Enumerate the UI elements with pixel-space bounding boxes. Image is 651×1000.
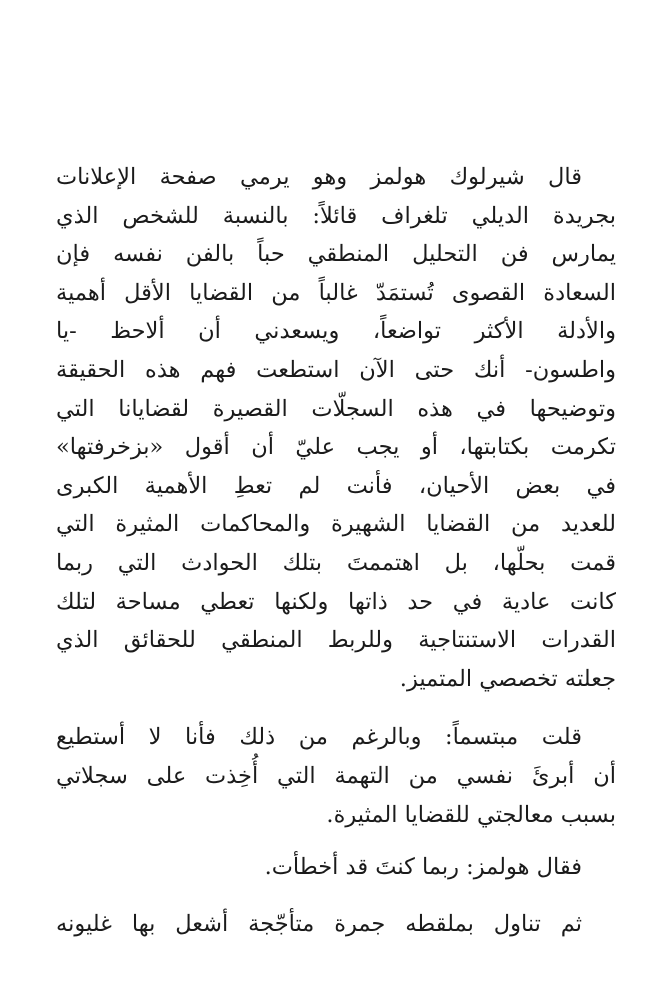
text-line: القدرات الاستنتاجية وللربط المنطقي للحقائق الذي: [56, 627, 616, 654]
paragraph-pipe: [56, 905, 616, 944]
text-line: بسبب معالجتي للقضايا المثيرة.: [326, 801, 616, 828]
text-line: جعلته تخصصي المتميز.: [399, 665, 616, 692]
text-line: تكرمت بكتابتها، أو يجب عليّ أن أقول «بزخرفتها»: [56, 434, 616, 461]
paragraph-holmes-speech: [56, 158, 616, 698]
text-line: قال شيرلوك هولمز وهو يرمي صفحة الإعلانات: [56, 164, 582, 190]
text-line: وتوضيحها في هذه السجلّات القصيرة لقضايانا التي: [56, 395, 616, 422]
text-line: في بعض الأحيان، فأنت لم تعطِ الأهمية الكبرى: [56, 472, 616, 499]
text-line: للعديد من القضايا الشهيرة والمحاكمات المثيرة التي: [56, 511, 616, 538]
text-line: قمت بحلّها، بل اهتممتَ بتلك الحوادث التي ربما: [56, 549, 616, 576]
text-line: أن أبرئَ نفسي من التهمة التي أُخِذت على سجلاتي: [56, 762, 616, 789]
text-line: ثم تناول بملقطه جمرة متأجّجة أشعل بها غليونه: [56, 910, 582, 937]
text-line: بجريدة الديلي تلغراف قائلاً: بالنسبة للشخص الذي: [56, 202, 616, 229]
paragraph-holmes-answer: [56, 848, 616, 887]
paragraph-watson-reply: [56, 718, 616, 834]
text-line: والأدلة الأكثر تواضعاً، ويسعدني أن ألاحظ -يا: [56, 318, 616, 345]
book-page: [56, 158, 616, 943]
text-line: قلت مبتسماً: وبالرغم من ذلك فأنا لا أستطيع: [56, 724, 582, 751]
text-line: واطسون- أنك حتى الآن استطعت فهم هذه الحقيقة: [56, 356, 616, 383]
text-line: فقال هولمز: ربما كنتَ قد أخطأت.: [264, 854, 582, 881]
text-line: السعادة القصوى تُستمَدّ غالباً من القضايا الأقل أهمية: [56, 279, 616, 306]
text-line: كانت عادية في حد ذاتها ولكنها تعطي مساحة لتلك: [56, 588, 616, 615]
text-line: يمارس فن التحليل المنطقي حباً بالفن نفسه فإن: [56, 241, 616, 268]
